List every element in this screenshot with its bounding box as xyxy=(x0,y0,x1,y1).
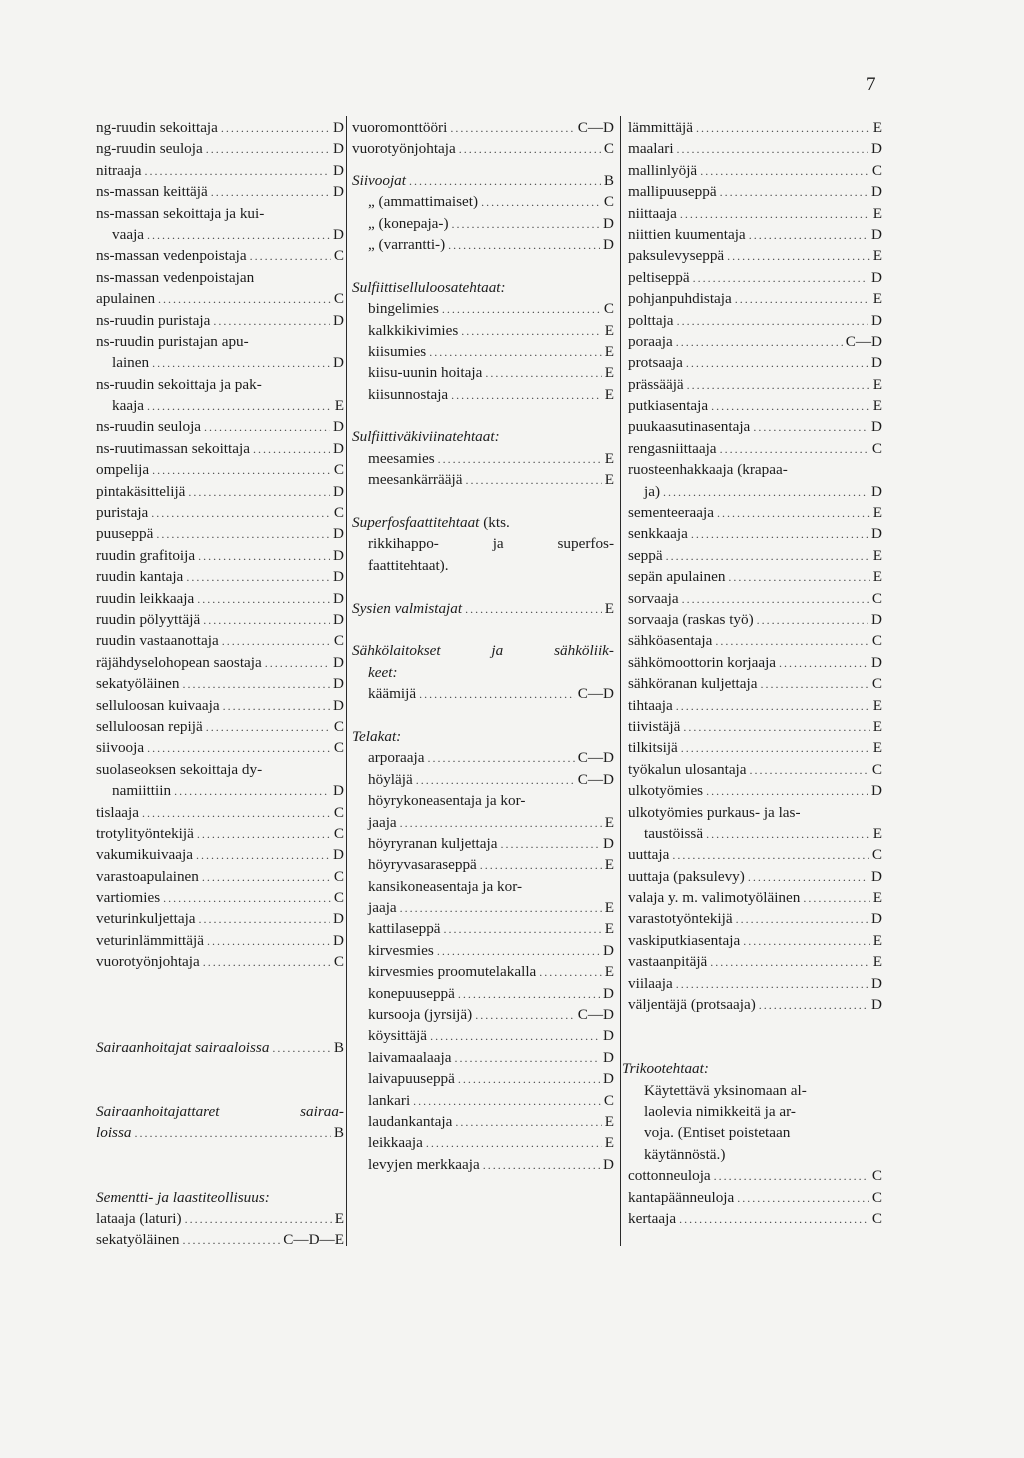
list-item-line: ruosteenhakkaaja (krapaa- xyxy=(628,461,788,479)
list-item: laudankantaja ..... E xyxy=(352,1111,614,1132)
list-item: ruudin grafitoija ..... D xyxy=(96,545,344,566)
list-item: sekatyöläinen ..... D xyxy=(96,673,344,694)
list-item: laivamaalaaja ..... D xyxy=(352,1047,614,1068)
list-item: ns-ruudin puristaja ..... D xyxy=(96,310,344,331)
list-item: ruudin leikkaaja ..... D xyxy=(96,588,344,609)
list-item: sorvaaja (raskas työ) ..... D xyxy=(628,609,882,630)
list-item: vuorotyönjohtaja ..... C xyxy=(352,138,614,159)
cross-reference: rikkihappo- ja superfos- xyxy=(368,535,614,553)
list-item: „ (konepaja-) ..... D xyxy=(352,213,614,234)
list-item-line: ns-ruudin puristajan apu- xyxy=(96,332,249,350)
list-item: laivapuuseppä ..... D xyxy=(352,1068,614,1089)
list-item: kertaaja ..... C xyxy=(628,1208,882,1229)
list-item: lämmittäjä ..... E xyxy=(628,117,882,138)
list-item: puristaja ..... C xyxy=(96,502,344,523)
list-item: pohjanpuhdistaja ..... E xyxy=(628,288,882,309)
list-item: höyläjä ..... C—D xyxy=(352,769,614,790)
list-item: siivooja ..... C xyxy=(96,737,344,758)
list-item: vaskiputkiasentaja ..... E xyxy=(628,930,882,951)
list-item: vuorotyönjohtaja ..... C xyxy=(96,951,344,972)
list-item: sekatyöläinen ..... C—D—E xyxy=(96,1229,344,1250)
list-item: protsaaja ..... D xyxy=(628,352,882,373)
list-item: viilaaja ..... D xyxy=(628,973,882,994)
list-item: mallinlyöjä ..... C xyxy=(628,160,882,181)
list-item: kiisunnostaja ..... E xyxy=(352,384,614,405)
list-item: vastaanpitäjä ..... E xyxy=(628,951,882,972)
list-item: senkkaaja ..... D xyxy=(628,523,882,544)
list-item: sorvaaja ..... C xyxy=(628,588,882,609)
list-item: kirvesmies proomutelakalla ..... E xyxy=(352,961,614,982)
list-item: mallipuuseppä ..... D xyxy=(628,181,882,202)
list-item: levyjen merkkaaja ..... D xyxy=(352,1154,614,1175)
list-item: trotylityöntekijä ..... C xyxy=(96,823,344,844)
list-item: meesamies ..... E xyxy=(352,448,614,469)
list-item: räjähdyselohopean saostaja ..... D xyxy=(96,652,344,673)
list-item: ruudin vastaanottaja ..... C xyxy=(96,630,344,651)
list-item: tiivistäjä ..... E xyxy=(628,716,882,737)
column-3 xyxy=(622,117,882,1229)
list-item: paksulevyseppä ..... E xyxy=(628,245,882,266)
list-item-line: ns-massan vedenpoistajan xyxy=(96,268,255,286)
list-item: kantapäänneuloja ..... C xyxy=(628,1187,882,1208)
column-divider-2 xyxy=(620,116,621,1246)
section-heading-superfosfaatti: Superfosfaattitehtaat (kts. xyxy=(352,514,510,532)
list-item: käämijä ..... C—D xyxy=(352,683,614,704)
list-item-line: höyrykoneasentaja ja kor- xyxy=(368,792,526,810)
section-heading-trikootehtaat: Trikootehtaat: xyxy=(622,1060,709,1078)
list-item: namiittiin ..... D xyxy=(96,780,344,801)
list-item: kirvesmies ..... D xyxy=(352,940,614,961)
list-item: jaaja ..... E xyxy=(352,897,614,918)
list-item: leikkaaja ..... E xyxy=(352,1132,614,1153)
section-heading-sahkolaitokset: Sähkölaitokset ja sähköliik- xyxy=(352,642,614,660)
list-item: ruudin kantaja ..... D xyxy=(96,566,344,587)
section-heading-sulfiittivakiviina: Sulfiittiväkiviinatehtaat: xyxy=(352,428,500,446)
list-item: tislaaja ..... C xyxy=(96,802,344,823)
list-item: kursooja (jyrsijä) ..... C—D xyxy=(352,1004,614,1025)
list-item: ulkotyömies ..... D xyxy=(628,780,882,801)
list-item: vuoromonttööri ..... C—D xyxy=(352,117,614,138)
list-item: jaaja ..... E xyxy=(352,812,614,833)
list-item: ja) ..... D xyxy=(628,481,882,502)
list-item: ns-massan keittäjä ..... D xyxy=(96,181,344,202)
list-item: kalkkikivimies ..... E xyxy=(352,320,614,341)
list-item: apulainen ..... C xyxy=(96,288,344,309)
list-item: konepuuseppä ..... D xyxy=(352,983,614,1004)
list-item: ompelija ..... C xyxy=(96,459,344,480)
list-item: ng-ruudin sekoittaja ..... D xyxy=(96,117,344,138)
list-item: niittien kuumentaja ..... D xyxy=(628,224,882,245)
list-item: veturinkuljettaja ..... D xyxy=(96,908,344,929)
list-item: pintakäsittelijä ..... D xyxy=(96,481,344,502)
list-item: vakumikuivaaja ..... D xyxy=(96,844,344,865)
list-item: kaaja ..... E xyxy=(96,395,344,416)
list-item: lainen ..... D xyxy=(96,352,344,373)
list-item: peltiseppä ..... D xyxy=(628,267,882,288)
column-divider-1 xyxy=(346,116,347,1246)
list-item: prässääjä ..... E xyxy=(628,374,882,395)
list-item: lataaja (laturi) ..... E xyxy=(96,1208,344,1229)
list-item: taustöissä ..... E xyxy=(628,823,882,844)
section-heading-sairaanhoitajat: Sairaanhoitajat sairaaloissa ..... B xyxy=(96,1037,344,1058)
list-item: ns-ruutimassan sekoittaja ..... D xyxy=(96,438,344,459)
cross-reference-end: faattitehtaat). xyxy=(368,556,449,574)
list-item: kiisu-uunin hoitaja ..... E xyxy=(352,362,614,383)
note-line: käytännöstä.) xyxy=(644,1145,726,1163)
list-item: uuttaja ..... C xyxy=(628,844,882,865)
list-item: selluloosan kuivaaja ..... D xyxy=(96,695,344,716)
list-item: sähköasentaja ..... C xyxy=(628,630,882,651)
list-item: maalari ..... D xyxy=(628,138,882,159)
list-item: köysittäjä ..... D xyxy=(352,1025,614,1046)
list-item: veturinlämmittäjä ..... D xyxy=(96,930,344,951)
list-item: seppä ..... E xyxy=(628,545,882,566)
column-1 xyxy=(96,117,344,1251)
list-item: varastoapulainen ..... C xyxy=(96,866,344,887)
list-item: ns-ruudin seuloja ..... D xyxy=(96,416,344,437)
page-number: 7 xyxy=(866,74,876,95)
list-item: tihtaaja ..... E xyxy=(628,695,882,716)
list-item: sepän apulainen ..... E xyxy=(628,566,882,587)
list-item: työkalun ulosantaja ..... C xyxy=(628,759,882,780)
list-item-line: kansikoneasentaja ja kor- xyxy=(368,877,523,895)
list-item-line: ulkotyömies purkaus- ja las- xyxy=(628,803,801,821)
list-item: meesankärrääjä ..... E xyxy=(352,469,614,490)
list-item-line: ns-massan sekoittaja ja kui- xyxy=(96,204,265,222)
list-item: sähkömoottorin korjaaja ..... D xyxy=(628,652,882,673)
list-item: sementeeraaja ..... E xyxy=(628,502,882,523)
list-item: valaja y. m. valimotyöläinen ..... E xyxy=(628,887,882,908)
section-heading-telakat: Telakat: xyxy=(352,727,402,745)
section-heading-sairaanhoitajattaret: Sairaanhoitajattaret sairaa- xyxy=(96,1103,344,1120)
section-heading-siivoojat: Siivoojat ..... B xyxy=(352,170,614,191)
list-item: kattilaseppä ..... E xyxy=(352,918,614,939)
list-item: höyryvasaraseppä ..... E xyxy=(352,854,614,875)
list-item-line: suolaseoksen sekoittaja dy- xyxy=(96,760,263,778)
list-item: polttaja ..... D xyxy=(628,310,882,331)
list-item: bingelimies ..... C xyxy=(352,298,614,319)
list-item: höyryranan kuljettaja ..... D xyxy=(352,833,614,854)
section-heading-sysien: Sysien valmistajat ..... E xyxy=(352,598,614,619)
section-heading-sahkolaitokset-end: keet: xyxy=(368,663,398,681)
column-2 xyxy=(352,117,614,1175)
list-item: ng-ruudin seuloja ..... D xyxy=(96,138,344,159)
note-line: voja. (Entiset poistetaan xyxy=(644,1124,791,1142)
list-item: vaaja ..... D xyxy=(96,224,344,245)
list-item: sähköranan kuljettaja ..... C xyxy=(628,673,882,694)
list-item: „ (varrantti-) ..... D xyxy=(352,234,614,255)
list-item-line: ns-ruudin sekoittaja ja pak- xyxy=(96,375,262,393)
list-item: uuttaja (paksulevy) ..... D xyxy=(628,866,882,887)
section-heading-sementti: Sementti- ja laastiteollisuus: xyxy=(96,1188,270,1206)
list-item: ns-massan vedenpoistaja ..... C xyxy=(96,245,344,266)
list-item: nitraaja ..... D xyxy=(96,160,344,181)
list-item: putkiasentaja ..... E xyxy=(628,395,882,416)
list-item: tilkitsijä ..... E xyxy=(628,737,882,758)
note-line: Käytettävä yksinomaan al- xyxy=(644,1081,807,1099)
list-item: puukaasutinasentaja ..... D xyxy=(628,416,882,437)
list-item: rengasniittaaja ..... C xyxy=(628,438,882,459)
list-item: väljentäjä (protsaaja) ..... D xyxy=(628,994,882,1015)
list-item: kiisumies ..... E xyxy=(352,341,614,362)
list-item: poraaja ..... C—D xyxy=(628,331,882,352)
list-item: arporaaja ..... C—D xyxy=(352,747,614,768)
section-heading-sulfiittiselluloosa: Sulfiittiselluloosatehtaat: xyxy=(352,278,506,296)
list-item: ruudin pölyyttäjä ..... D xyxy=(96,609,344,630)
list-item: niittaaja ..... E xyxy=(628,203,882,224)
list-item: selluloosan repijä ..... C xyxy=(96,716,344,737)
list-item: puuseppä ..... D xyxy=(96,523,344,544)
list-item: lankari ..... C xyxy=(352,1090,614,1111)
list-item: loissa ..... B xyxy=(96,1122,344,1143)
list-item: varastotyöntekijä ..... D xyxy=(628,908,882,929)
note-line: laolevia nimikkeitä ja ar- xyxy=(644,1102,796,1120)
list-item: cottonneuloja ..... C xyxy=(628,1165,882,1186)
list-item: vartiomies ..... C xyxy=(96,887,344,908)
list-item: „ (ammattimaiset) ..... C xyxy=(352,191,614,212)
